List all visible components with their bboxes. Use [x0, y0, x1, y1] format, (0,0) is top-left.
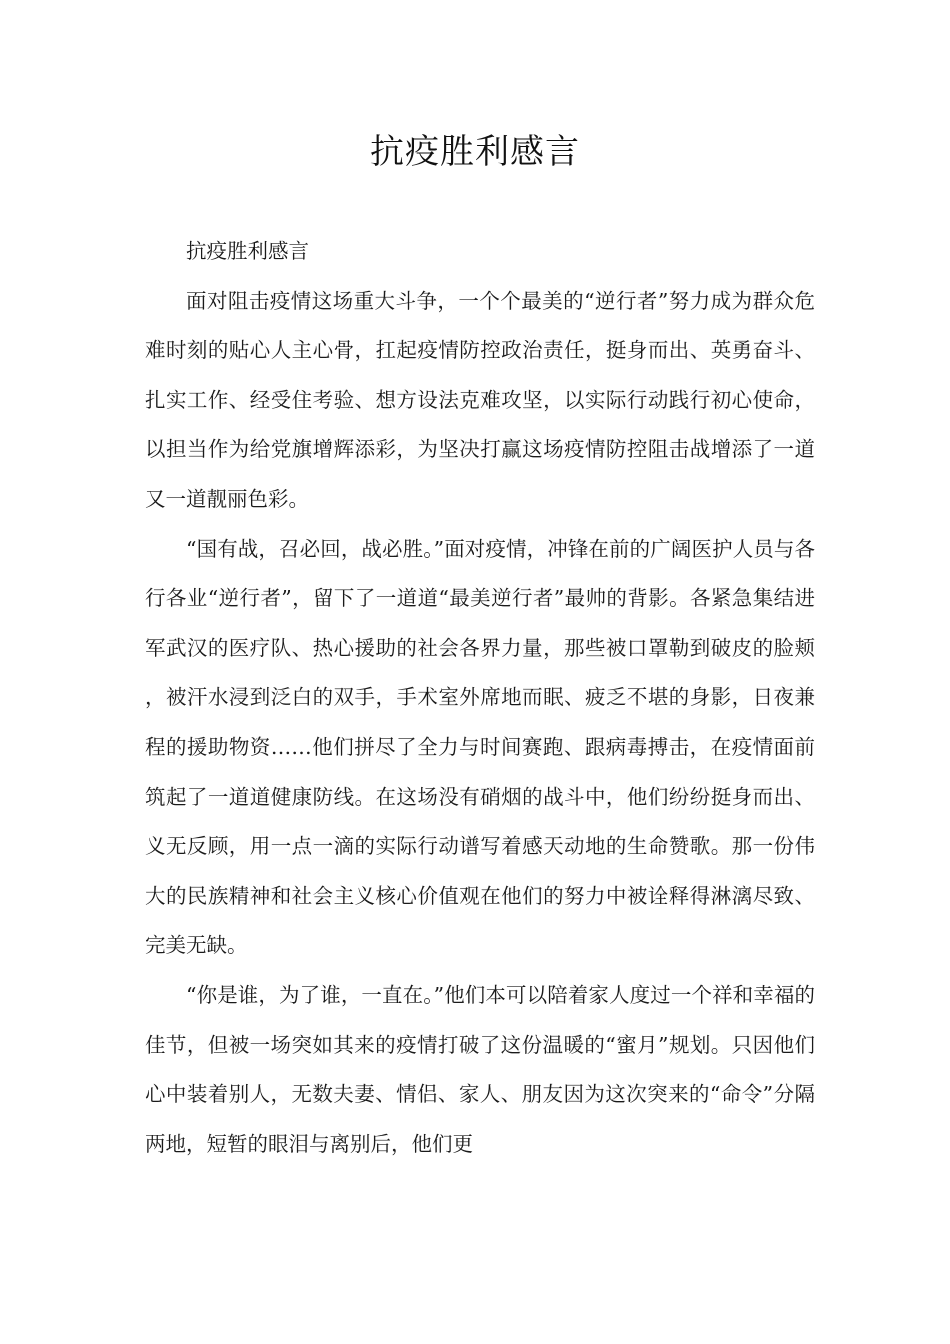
paragraph-subtitle: 抗疫胜利感言: [186, 239, 309, 263]
paragraph-2: “国有战，召必回，战必胜。”面对疫情，冲锋在前的广阔医护人员与各行各业“逆行者”，留下了一道道“最美逆行者”最帅的背影。各紧急集结进军武汉的医疗队、热心援助的社会各界力量，那些被口罩勒到破皮的脸颊，被汗水浸到泛白的双手，手术室外席地而眠、疲乏不堪的身影，日夜兼程的援助物资……他们拼尽了全力与时间赛跑、跟病毒搏击，在疫情面前筑起了一道道健康防线。在这场没有硝烟的战斗中，他们纷纷挺身而出、义无反顾，用一点一滴的实际行动谱写着感天动地的生命赞歌。那一份伟大的民族精神和社会主义核心价值观在他们的努力中被诠释得淋漓尽致、完美无缺。: [145, 536, 815, 958]
paragraph-3: “你是谁，为了谁，一直在。”他们本可以陪着家人度过一个祥和幸福的佳节，但被一场突如其来的疫情打破了这份温暖的“蜜月”规划。只因他们心中装着别人，无数夫妻、情侣、家人、朋友因为这次突来的“命令”分隔两地，短暂的眼泪与离别后，他们更: [145, 982, 815, 1156]
document-body: [145, 227, 815, 1169]
document-title: 抗疫胜利感言: [370, 132, 580, 172]
paragraph-1: 面对阻击疫情这场重大斗争，一个个最美的“逆行者”努力成为群众危难时刻的贴心人主心骨，扛起疫情防控政治责任，挺身而出、英勇奋斗、扎实工作、经受住考验、想方设法克难攻坚，以实际行动践行初心使命，以担当作为给党旗增辉添彩，为坚决打赢这场疫情防控阻击战增添了一道又一道靓丽色彩。: [145, 288, 815, 511]
